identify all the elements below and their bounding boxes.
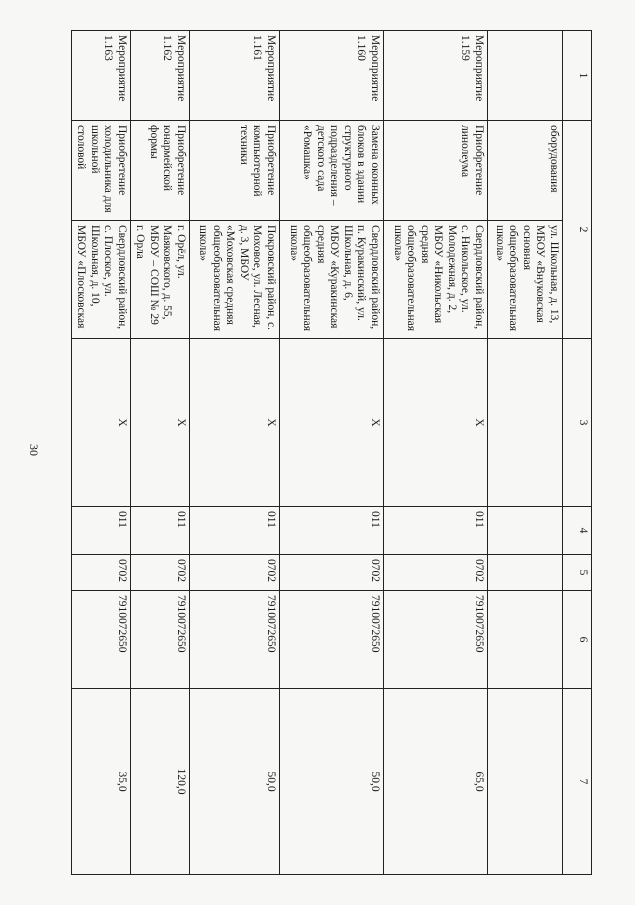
cell-address: ул. Школьная, д. 13, МБОУ «Внуковская основная общеобразовательная школа» <box>488 221 563 339</box>
cell-c4: 011 <box>280 507 384 555</box>
cell-c5: 0702 <box>131 555 190 591</box>
cell-c3: Х <box>131 339 190 507</box>
table-row <box>72 31 131 875</box>
cell-c3: Х <box>384 339 488 507</box>
cell-c3: Х <box>190 339 280 507</box>
header-row <box>563 31 592 875</box>
cell-c7: 50,0 <box>280 689 384 875</box>
cell-c6: 7910072650 <box>72 591 131 689</box>
cell-c4: 011 <box>131 507 190 555</box>
header-cell: 4 <box>563 507 592 555</box>
cell-description: оборудования <box>488 121 563 221</box>
cell-c5: 0702 <box>384 555 488 591</box>
cell-description: Замена оконных блоков в здании структурного подразделения – детского сада «Ромашка» <box>280 121 384 221</box>
cell-c7: 50,0 <box>190 689 280 875</box>
cell-c6: 7910072650 <box>131 591 190 689</box>
table-row <box>384 31 488 875</box>
cell-description: Приобретение юнармейской формы <box>131 121 190 221</box>
cell-c3 <box>488 339 563 507</box>
cell-address: Покровский район, с. Моховое, ул. Лесная, д. 3, МБОУ «Моховская средняя общеобразовательная школа» <box>190 221 280 339</box>
cell-event: Мероприятие 1.160 <box>280 31 384 121</box>
cell-c4: 011 <box>384 507 488 555</box>
cell-c5: 0702 <box>280 555 384 591</box>
cell-c5 <box>488 555 563 591</box>
cell-event: Мероприятие 1.162 <box>131 31 190 121</box>
cell-description: Приобретение линолеума <box>384 121 488 221</box>
budget-table <box>71 30 592 875</box>
cell-c4 <box>488 507 563 555</box>
header-cell: 3 <box>563 339 592 507</box>
cell-event <box>488 31 563 121</box>
cell-c4: 011 <box>72 507 131 555</box>
cell-c7: 120,0 <box>131 689 190 875</box>
cell-event: Мероприятие 1.159 <box>384 31 488 121</box>
header-cell: 6 <box>563 591 592 689</box>
cell-address: г. Орёл, ул. Маяковского, д. 55, МБОУ – СОШ № 29 г. Орла <box>131 221 190 339</box>
cell-c6: 7910072650 <box>280 591 384 689</box>
header-cell: 5 <box>563 555 592 591</box>
table-row <box>280 31 384 875</box>
cell-event: Мероприятие 1.163 <box>72 31 131 121</box>
cell-c3: Х <box>72 339 131 507</box>
cell-address: Свердловский район, п. Куракинский, ул. Школьная, д. 6, МБОУ «Куракинская средняя общеобразовательная школа» <box>280 221 384 339</box>
cell-c6 <box>488 591 563 689</box>
cell-c6: 7910072650 <box>384 591 488 689</box>
cell-address: Свердловский район, с. Никольское, ул. Молодежная, д. 2, МБОУ «Никольская средняя общеобразовательная школа» <box>384 221 488 339</box>
cell-c5: 0702 <box>72 555 131 591</box>
cell-c3: Х <box>280 339 384 507</box>
cell-c6: 7910072650 <box>190 591 280 689</box>
rotated-page <box>75 30 592 874</box>
header-cell: 7 <box>563 689 592 875</box>
cell-description: Приобретение холодильника для школьной столовой <box>72 121 131 221</box>
cell-c7 <box>488 689 563 875</box>
cell-c7: 65,0 <box>384 689 488 875</box>
page-number: 30 <box>27 444 41 456</box>
cell-c5: 0702 <box>190 555 280 591</box>
cell-description: Приобретение компьютерной техники <box>190 121 280 221</box>
cell-address: Свердловский район, с. Плоское, ул. Школьная, д. 10, МБОУ «Плосковская <box>72 221 131 339</box>
header-cell: 1 <box>563 31 592 121</box>
table-row <box>190 31 280 875</box>
header-cell: 2 <box>563 121 592 339</box>
cell-event: Мероприятие 1.161 <box>190 31 280 121</box>
table-row <box>488 31 563 875</box>
table-row <box>131 31 190 875</box>
cell-c4: 011 <box>190 507 280 555</box>
cell-c7: 35,0 <box>72 689 131 875</box>
